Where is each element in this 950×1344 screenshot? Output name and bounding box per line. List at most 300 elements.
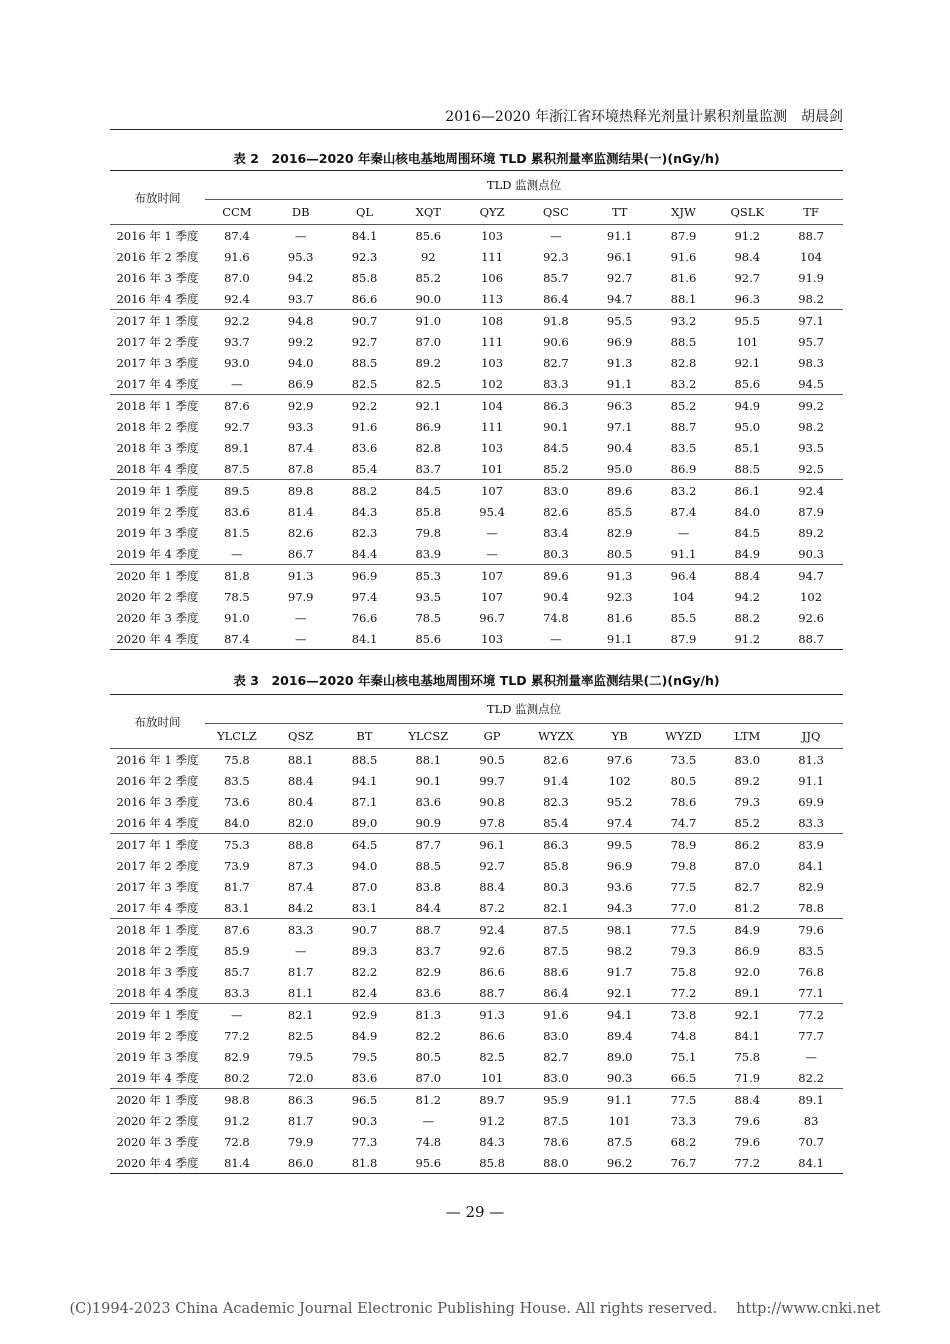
value-cell: 77.2 — [734, 1155, 761, 1170]
table-row — [110, 1131, 843, 1152]
value-cell: 73.3 — [670, 1113, 697, 1128]
value-cell: 97.4 — [351, 589, 378, 604]
value-cell: 94.7 — [606, 291, 633, 306]
value-cell: 90.1 — [543, 419, 569, 434]
table-row — [110, 246, 843, 267]
period-cell: 2016 年 3 季度 — [116, 794, 199, 809]
value-cell: 88.5 — [415, 858, 442, 873]
value-cell: 95.0 — [606, 461, 633, 476]
table-row — [110, 310, 843, 332]
column-header: XJW — [652, 200, 716, 225]
value-cell: 93.2 — [652, 310, 716, 332]
value-cell: 96.3 — [734, 291, 761, 306]
value-cell: 93.6 — [606, 879, 633, 894]
value-cell: 95.5 — [588, 310, 652, 332]
value-cell: 85.8 — [351, 270, 378, 285]
value-cell: 82.3 — [351, 525, 378, 540]
value-cell: 85.7 — [224, 964, 250, 979]
value-cell: 89.1 — [779, 1089, 843, 1111]
value-cell: 84.1 — [798, 1155, 824, 1170]
value-cell: 86.9 — [287, 376, 314, 391]
value-cell: 84.1 — [734, 1028, 761, 1043]
value-cell: 84.5 — [543, 440, 569, 455]
value-cell: 86.7 — [287, 546, 314, 561]
table-row — [110, 607, 843, 628]
value-cell: 83.5 — [224, 773, 250, 788]
table-row — [110, 1004, 843, 1026]
value-cell: 90.8 — [479, 794, 505, 809]
value-cell: 75.1 — [670, 1049, 697, 1064]
table-row — [110, 501, 843, 522]
value-cell: 71.9 — [734, 1070, 761, 1085]
value-cell: — — [294, 228, 307, 243]
value-cell: 83 — [803, 1113, 819, 1128]
value-cell: 88.5 — [670, 334, 697, 349]
value-cell: 74.8 — [415, 1134, 442, 1149]
column-header: DB — [269, 200, 333, 225]
value-cell: 87.4 — [224, 228, 250, 243]
value-cell: 81.6 — [670, 270, 697, 285]
value-cell: 84.9 — [734, 546, 761, 561]
value-cell: — — [486, 546, 498, 561]
value-cell: 92.7 — [479, 858, 505, 873]
value-cell: 93.0 — [224, 355, 250, 370]
value-cell: 90.7 — [333, 310, 397, 332]
value-cell: 87.4 — [224, 631, 250, 646]
value-cell: 88.4 — [715, 565, 779, 587]
value-cell: 86.3 — [524, 834, 588, 856]
value-cell: 88.7 — [798, 228, 824, 243]
value-cell: — — [677, 525, 690, 540]
value-cell: 86.0 — [287, 1155, 314, 1170]
value-cell: 91.6 — [351, 419, 378, 434]
value-cell: 81.6 — [606, 610, 633, 625]
value-cell: 82.9 — [798, 879, 824, 894]
value-cell: 108 — [460, 310, 524, 332]
value-cell: 82.5 — [415, 376, 442, 391]
column-header: JJQ — [779, 724, 843, 749]
value-cell: 90.4 — [606, 440, 633, 455]
value-cell: 83.8 — [415, 879, 442, 894]
value-cell: 92.7 — [734, 270, 761, 285]
value-cell: 102 — [608, 773, 631, 788]
value-cell: 91.2 — [734, 631, 761, 646]
period-cell: 2020 年 2 季度 — [116, 1113, 199, 1128]
value-cell: — — [294, 610, 307, 625]
table-row — [110, 416, 843, 437]
period-cell: 2017 年 1 季度 — [110, 310, 205, 332]
value-cell: — — [486, 525, 498, 540]
value-cell: — — [550, 631, 562, 646]
value-cell: 99.2 — [779, 395, 843, 417]
value-cell: 77.5 — [652, 919, 716, 941]
value-cell: 82.9 — [415, 964, 442, 979]
value-cell: 72.0 — [287, 1070, 314, 1085]
table-row — [110, 1046, 843, 1067]
value-cell: 85.2 — [652, 395, 716, 417]
value-cell: 93.3 — [287, 419, 314, 434]
value-cell: 92.3 — [606, 589, 633, 604]
value-cell: 107 — [460, 565, 524, 587]
value-cell: 88.5 — [734, 461, 761, 476]
value-cell: 89.0 — [606, 1049, 633, 1064]
value-cell: 87.0 — [224, 270, 250, 285]
value-cell: 91.1 — [606, 631, 633, 646]
value-cell: 82.9 — [606, 525, 633, 540]
period-cell: 2020 年 4 季度 — [116, 631, 199, 646]
value-cell: 86.6 — [479, 964, 505, 979]
column-header: QSZ — [269, 724, 333, 749]
table-body — [110, 225, 843, 650]
value-cell: 96.9 — [333, 565, 397, 587]
value-cell: 87.9 — [798, 504, 824, 519]
value-cell: 90.0 — [415, 291, 442, 306]
value-cell: 88.5 — [351, 355, 378, 370]
period-cell: 2020 年 3 季度 — [116, 610, 199, 625]
value-cell: 86.9 — [670, 461, 697, 476]
value-cell: 84.1 — [351, 228, 378, 243]
value-cell: 84.4 — [351, 546, 378, 561]
value-cell: 83.3 — [269, 919, 333, 941]
value-cell: 95.7 — [798, 334, 824, 349]
value-cell: 98.2 — [606, 943, 633, 958]
table-row — [110, 770, 843, 791]
value-cell: 85.4 — [351, 461, 378, 476]
value-cell: 88.2 — [333, 480, 397, 502]
value-cell: 90.3 — [606, 1070, 633, 1085]
period-cell: 2018 年 2 季度 — [116, 943, 199, 958]
value-cell: 81.8 — [351, 1155, 378, 1170]
value-cell: 104 — [460, 395, 524, 417]
value-cell: 91.6 — [670, 249, 697, 264]
value-cell: 82.7 — [734, 879, 761, 894]
value-cell: 98.2 — [798, 419, 824, 434]
value-cell: 84.1 — [798, 858, 824, 873]
value-cell: 96.4 — [652, 565, 716, 587]
value-cell: 80.5 — [415, 1049, 442, 1064]
value-cell: 91.6 — [224, 249, 250, 264]
value-cell: 103 — [481, 228, 504, 243]
period-cell: 2016 年 1 季度 — [116, 752, 199, 767]
value-cell: 76.8 — [798, 964, 824, 979]
value-cell: 84.5 — [396, 480, 460, 502]
value-cell: 92.2 — [333, 395, 397, 417]
value-cell: 87.6 — [205, 919, 269, 941]
value-cell: 92.4 — [460, 919, 524, 941]
value-cell: 78.6 — [543, 1134, 569, 1149]
value-cell: 92.7 — [351, 334, 378, 349]
value-cell: 83.9 — [779, 834, 843, 856]
table-row — [110, 1025, 843, 1046]
value-cell: 81.4 — [287, 504, 314, 519]
value-cell: 86.4 — [543, 985, 569, 1000]
value-cell: 74.7 — [670, 815, 697, 830]
value-cell: 111 — [481, 334, 504, 349]
copyright-footer: (C)1994-2023 China Academic Journal Electronic Publishing House. All rights reserved. http://www.cnki.net — [69, 1301, 881, 1317]
value-cell: 83.6 — [415, 794, 442, 809]
value-cell: 78.5 — [415, 610, 442, 625]
value-cell: 88.1 — [415, 752, 442, 767]
value-cell: 87.3 — [287, 858, 314, 873]
period-cell: 2019 年 4 季度 — [116, 1070, 199, 1085]
value-cell: 80.5 — [670, 773, 697, 788]
value-cell: 94.0 — [351, 858, 378, 873]
value-cell: 94.9 — [715, 395, 779, 417]
table-row — [110, 628, 843, 650]
value-cell: 104 — [800, 249, 823, 264]
value-cell: 79.8 — [415, 525, 442, 540]
period-cell: 2019 年 1 季度 — [110, 480, 205, 502]
value-cell: 75.8 — [734, 1049, 761, 1064]
value-cell: 94.8 — [269, 310, 333, 332]
value-cell: 92.3 — [543, 249, 569, 264]
table-row — [110, 812, 843, 834]
value-cell: 83.7 — [415, 943, 442, 958]
value-cell: 81.2 — [734, 900, 761, 915]
value-cell: 89.4 — [606, 1028, 633, 1043]
table-row — [110, 565, 843, 587]
value-cell: 85.2 — [734, 815, 761, 830]
value-cell: 89.2 — [415, 355, 442, 370]
value-cell: 99.5 — [588, 834, 652, 856]
value-cell: 98.4 — [734, 249, 761, 264]
table-row — [110, 480, 843, 502]
value-cell: 92.4 — [779, 480, 843, 502]
value-cell: 90.6 — [543, 334, 569, 349]
value-cell: 82.4 — [351, 985, 378, 1000]
value-cell: 73.9 — [224, 858, 250, 873]
value-cell: 91.4 — [543, 773, 569, 788]
value-cell: 83.1 — [224, 900, 250, 915]
value-cell: 64.5 — [333, 834, 397, 856]
value-cell: 101 — [481, 461, 504, 476]
value-cell: 77.7 — [798, 1028, 824, 1043]
value-cell: 82.9 — [224, 1049, 250, 1064]
value-cell: 87.2 — [479, 900, 505, 915]
table-body — [110, 749, 843, 1174]
value-cell: 94.5 — [798, 376, 824, 391]
value-cell: 94.2 — [734, 589, 761, 604]
value-cell: 93.5 — [415, 589, 442, 604]
value-cell: 96.2 — [606, 1155, 633, 1170]
value-cell: 77.2 — [670, 985, 697, 1000]
column-header: QSC — [524, 200, 588, 225]
value-cell: 84.1 — [351, 631, 378, 646]
value-cell: 84.3 — [479, 1134, 505, 1149]
period-cell: 2016 年 3 季度 — [116, 270, 199, 285]
period-cell: 2018 年 1 季度 — [110, 395, 205, 417]
value-cell: 79.6 — [734, 1113, 761, 1128]
table-row — [110, 395, 843, 417]
table-row — [110, 1089, 843, 1111]
period-cell: 2019 年 3 季度 — [116, 1049, 199, 1064]
value-cell: 87.7 — [396, 834, 460, 856]
value-cell: 107 — [460, 480, 524, 502]
column-header: WYZX — [524, 724, 588, 749]
group-header: TLD 监测点位 — [205, 695, 843, 724]
value-cell: 97.1 — [606, 419, 633, 434]
table-row — [110, 522, 843, 543]
value-cell: 82.8 — [415, 440, 442, 455]
value-cell: 102 — [800, 589, 823, 604]
table-row — [110, 749, 843, 771]
column-header: BT — [333, 724, 397, 749]
value-cell: 86.4 — [543, 291, 569, 306]
value-cell: 86.3 — [524, 395, 588, 417]
value-cell: 98.2 — [798, 291, 824, 306]
value-cell: 94.1 — [351, 773, 378, 788]
value-cell: 82.5 — [479, 1049, 505, 1064]
value-cell: — — [231, 546, 243, 561]
period-cell: 2018 年 4 季度 — [116, 985, 199, 1000]
value-cell: 90.7 — [333, 919, 397, 941]
period-cell: 2017 年 1 季度 — [110, 834, 205, 856]
value-cell: 87.5 — [606, 1134, 633, 1149]
value-cell: 92.1 — [715, 1004, 779, 1026]
header-rule — [110, 129, 843, 130]
value-cell: 88.7 — [479, 985, 505, 1000]
value-cell: 77.1 — [798, 985, 824, 1000]
value-cell: 81.7 — [287, 964, 314, 979]
value-cell: 80.3 — [543, 546, 569, 561]
value-cell: 79.3 — [734, 794, 761, 809]
value-cell: 86.6 — [479, 1028, 505, 1043]
value-cell: 86.2 — [715, 834, 779, 856]
value-cell: 89.1 — [224, 440, 250, 455]
value-cell: 91.0 — [396, 310, 460, 332]
table-row — [110, 225, 843, 247]
value-cell: 79.8 — [670, 858, 697, 873]
value-cell: 95.6 — [415, 1155, 442, 1170]
value-cell: 83.6 — [351, 1070, 378, 1085]
value-cell: 81.7 — [224, 879, 250, 894]
value-cell: 92.3 — [351, 249, 378, 264]
value-cell: 87.4 — [670, 504, 697, 519]
value-cell: 83.1 — [351, 900, 378, 915]
value-cell: 86.3 — [269, 1089, 333, 1111]
period-cell: 2018 年 4 季度 — [116, 461, 199, 476]
table-3-caption: 表 3 2016—2020 年秦山核电基地周围环境 TLD 累积剂量率监测结果(二)(nGy/h) — [233, 673, 720, 688]
value-cell: 91.9 — [798, 270, 824, 285]
value-cell: 96.5 — [333, 1089, 397, 1111]
value-cell: 82.8 — [670, 355, 697, 370]
value-cell: 92.9 — [269, 395, 333, 417]
value-cell: 91.1 — [670, 546, 697, 561]
period-cell: 2019 年 4 季度 — [116, 546, 199, 561]
value-cell: 96.9 — [606, 858, 633, 873]
value-cell: 88.1 — [670, 291, 697, 306]
value-cell: 92.9 — [333, 1004, 397, 1026]
value-cell: 92.1 — [396, 395, 460, 417]
value-cell: 85.2 — [415, 270, 442, 285]
value-cell: 81.1 — [287, 985, 314, 1000]
value-cell: 86.1 — [715, 480, 779, 502]
value-cell: 85.4 — [543, 815, 569, 830]
value-cell: 82.6 — [287, 525, 314, 540]
column-header: QL — [333, 200, 397, 225]
value-cell: 92.1 — [606, 985, 633, 1000]
column-header: XQT — [396, 200, 460, 225]
value-cell: 89.2 — [798, 525, 824, 540]
value-cell: 92.7 — [224, 419, 250, 434]
value-cell: 84.9 — [351, 1028, 378, 1043]
value-cell: 85.2 — [543, 461, 569, 476]
value-cell: 94.3 — [606, 900, 633, 915]
value-cell: 78.5 — [224, 589, 250, 604]
value-cell: 92.1 — [734, 355, 761, 370]
value-cell: 77.5 — [652, 1089, 716, 1111]
column-header: CCM — [205, 200, 269, 225]
value-cell: 82.2 — [798, 1070, 824, 1085]
table-row — [110, 855, 843, 876]
period-cell: 2018 年 3 季度 — [116, 440, 199, 455]
value-cell: 87.9 — [670, 631, 697, 646]
value-cell: 80.4 — [287, 794, 314, 809]
value-cell: 91.6 — [524, 1004, 588, 1026]
value-cell: 82.3 — [543, 794, 569, 809]
period-cell: 2017 年 3 季度 — [116, 355, 199, 370]
value-cell: 77.2 — [224, 1028, 250, 1043]
value-cell: 83.0 — [734, 752, 761, 767]
value-cell: 85.9 — [224, 943, 250, 958]
table-row — [110, 288, 843, 310]
value-cell: — — [205, 1004, 269, 1026]
period-cell: 2018 年 3 季度 — [116, 964, 199, 979]
value-cell: 88.4 — [287, 773, 314, 788]
value-cell: 85.8 — [415, 504, 442, 519]
value-cell: 84.9 — [715, 919, 779, 941]
value-cell: 75.8 — [224, 752, 250, 767]
value-cell: 79.3 — [670, 943, 697, 958]
table-row — [110, 373, 843, 395]
value-cell: 85.5 — [670, 610, 697, 625]
value-cell: 91.3 — [460, 1004, 524, 1026]
value-cell: 85.3 — [396, 565, 460, 587]
column-header: YLCSZ — [396, 724, 460, 749]
value-cell: 83.6 — [351, 440, 378, 455]
value-cell: 89.5 — [205, 480, 269, 502]
column-header-row — [110, 200, 843, 225]
value-cell: 92.6 — [798, 610, 824, 625]
value-cell: 89.2 — [734, 773, 761, 788]
period-cell: 2017 年 4 季度 — [116, 900, 199, 915]
value-cell: 78.9 — [652, 834, 716, 856]
value-cell: 88.2 — [734, 610, 761, 625]
value-cell: 79.5 — [287, 1049, 314, 1064]
column-header: TF — [779, 200, 843, 225]
value-cell: — — [422, 1113, 435, 1128]
period-cell: 2019 年 2 季度 — [116, 1028, 199, 1043]
value-cell: 74.8 — [670, 1028, 697, 1043]
value-cell: 75.3 — [205, 834, 269, 856]
value-cell: 93.7 — [224, 334, 250, 349]
value-cell: 79.6 — [779, 919, 843, 941]
value-cell: 86.9 — [734, 943, 761, 958]
value-cell: 83.0 — [543, 1028, 569, 1043]
value-cell: — — [294, 943, 307, 958]
value-cell: 87.5 — [224, 461, 250, 476]
period-cell: 2016 年 4 季度 — [116, 291, 199, 306]
value-cell: 87.5 — [543, 943, 569, 958]
value-cell: 96.3 — [588, 395, 652, 417]
page-number: — 29 — — [445, 1203, 505, 1221]
value-cell: 95.5 — [715, 310, 779, 332]
value-cell: 95.3 — [287, 249, 314, 264]
value-cell: 82.2 — [415, 1028, 442, 1043]
value-cell: 95.9 — [524, 1089, 588, 1111]
value-cell: 91.8 — [524, 310, 588, 332]
value-cell: 81.5 — [224, 525, 250, 540]
